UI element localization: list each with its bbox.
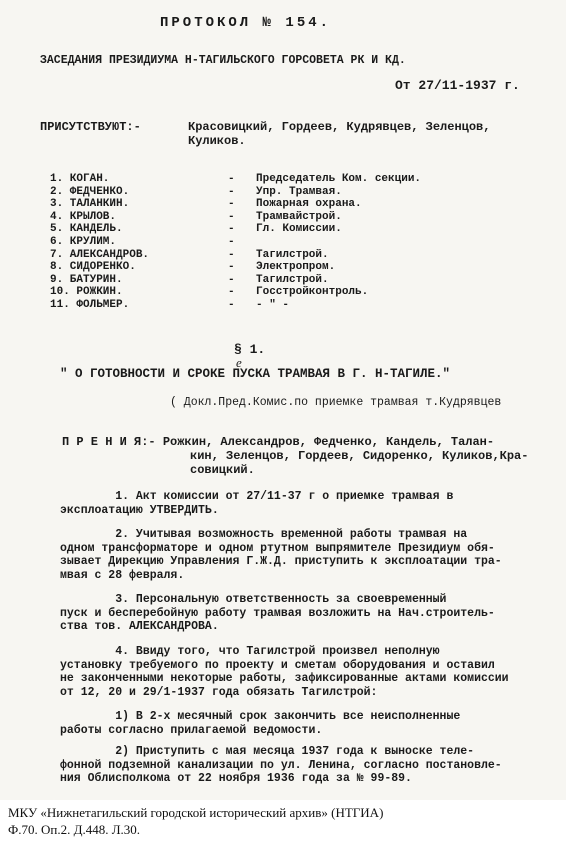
attendee-row xyxy=(50,274,550,287)
attendee-row xyxy=(50,223,550,236)
attendee-dash: - xyxy=(228,273,235,286)
attendee-role: Упр. Трамвая. xyxy=(256,185,342,198)
attendee-dash: - xyxy=(228,298,235,311)
attendee-dash: - xyxy=(228,223,235,236)
attendee-row xyxy=(50,286,550,299)
protocol-date: От 27/11-1937 г. xyxy=(395,78,520,93)
attendee-row xyxy=(50,173,550,186)
attendee-row xyxy=(50,249,550,262)
attendee-role: Тагилстрой. xyxy=(256,273,329,286)
present-label: ПРИСУТСТВУЮТ:- xyxy=(40,120,141,134)
resolution-paragraph-4: 4. Ввиду того, что Тагилстрой произвел неполную установку требуемого по проекту и сметам оборудования и оставил не законченными некоторые работы, зафиксированные актами комиссии от 12, 20 и 29/1-1937 года обязать Тагилстрой: xyxy=(60,645,509,699)
attendee-name: 7. АЛЕКСАНДРОВ. xyxy=(50,248,150,261)
attendee-dash: - xyxy=(228,185,235,198)
present-names-line-2: Куликов. xyxy=(188,134,246,148)
resolution-paragraph-2: 2. Учитывая возможность временной работы трамвая на одном трансформаторе и одном ртутном выпрямителе Президиум обя- зывает Дирекцию Управления Г.Ж.Д. приступить к эксплоатации тра- мвая с 28 февраля. xyxy=(60,528,502,582)
archive-caption-line-1: МКУ «Нижнетагильский городской исторический архив» (НТГИА) xyxy=(8,805,384,820)
attendee-role: Электропром. xyxy=(256,261,336,274)
attendee-dash: - xyxy=(228,261,235,274)
attendee-role: Госстройконтроль. xyxy=(256,286,369,299)
attendee-row xyxy=(50,198,550,211)
attendee-name: 1. КОГАН. xyxy=(50,173,110,185)
attendee-name: 11. ФОЛЬМЕР. xyxy=(50,298,130,311)
resolution-subitem-2: 2) Приступить с мая месяца 1937 года к выноске теле- фонной подземной канализации по ул. Ленина, согласно постановле- ния Облисполкома от 22 ноября 1936 года за № 99-89. xyxy=(60,745,502,786)
present-names-line-1: Красовицкий, Гордеев, Кудрявцев, Зеленцов, xyxy=(188,120,491,134)
section-number: § 1. xyxy=(234,342,266,357)
attendee-dash: - xyxy=(228,286,235,299)
attendee-row xyxy=(50,186,550,199)
attendee-role: Трамвайстрой. xyxy=(256,210,342,223)
attendee-role: - " - xyxy=(256,298,290,311)
attendee-name: 3. ТАЛАНКИН. xyxy=(50,198,130,211)
attendee-list xyxy=(50,173,550,312)
attendee-name: 4. КРЫЛОВ. xyxy=(50,210,117,223)
debate-line-3: совицкий. xyxy=(190,463,255,477)
attendee-name: 5. КАНДЕЛЬ. xyxy=(50,223,123,236)
attendee-role: Пожарная охрана. xyxy=(256,198,362,211)
attendee-name: 10. РОЖКИН. xyxy=(50,286,123,299)
attendee-role: Тагилстрой. xyxy=(256,248,329,261)
meeting-heading: ЗАСЕДАНИЯ ПРЕЗИДИУМА Н-ТАГИЛЬСКОГО ГОРСОВЕТА РК И КД. xyxy=(40,54,406,67)
attendee-dash: - xyxy=(228,173,235,185)
resolution-subitem-1: 1) В 2-х месячный срок закончить все неисполненные работы согласно прилагаемой ведомости. xyxy=(60,710,461,737)
attendee-role: Гл. Комиссии. xyxy=(256,223,342,236)
attendee-dash: - xyxy=(228,198,235,211)
handwritten-correction: е xyxy=(236,355,242,370)
attendee-dash: - xyxy=(228,235,235,248)
attendee-role: Председатель Ком. секции. xyxy=(256,173,422,185)
debate-line-2: кин, Зеленцов, Гордеев, Сидоренко, Куликов,Кра- xyxy=(190,449,529,463)
agenda-topic: " О ГОТОВНОСТИ И СРОКЕ ПУСКА ТРАМВАЯ В Г. Н-ТАГИЛЕ." xyxy=(60,367,451,381)
attendee-name: 9. БАТУРИН. xyxy=(50,273,123,286)
attendee-row xyxy=(50,299,550,312)
resolution-paragraph-1: 1. Акт комиссии от 27/11-37 г о приемке трамвая в эксплоатацию УТВЕРДИТЬ. xyxy=(60,490,454,517)
attendee-dash: - xyxy=(228,248,235,261)
report-line: ( Докл.Пред.Комис.по приемке трамвая т.Кудрявцев xyxy=(170,396,502,409)
debate-line-1: П Р Е Н И Я:- Рожкин, Александров, Федченко, Кандель, Талан- xyxy=(62,435,495,449)
archive-caption xyxy=(8,804,383,838)
attendee-name: 2. ФЕДЧЕНКО. xyxy=(50,185,130,198)
archive-caption-line-2: Ф.70. Оп.2. Д.448. Л.30. xyxy=(8,822,141,837)
attendee-row xyxy=(50,236,550,249)
attendee-dash: - xyxy=(228,210,235,223)
resolution-paragraph-3: 3. Персональную ответственность за своевременный пуск и бесперебойную работу трамвая возложить на Нач.строитель- ства тов. АЛЕКСАНДРОВА. xyxy=(60,593,495,634)
attendee-name: 8. СИДОРЕНКО. xyxy=(50,261,136,274)
attendee-row xyxy=(50,261,550,274)
attendee-row xyxy=(50,211,550,224)
protocol-title: ПРОТОКОЛ № 154. xyxy=(160,15,332,31)
attendee-name: 6. КРУЛИМ. xyxy=(50,235,117,248)
